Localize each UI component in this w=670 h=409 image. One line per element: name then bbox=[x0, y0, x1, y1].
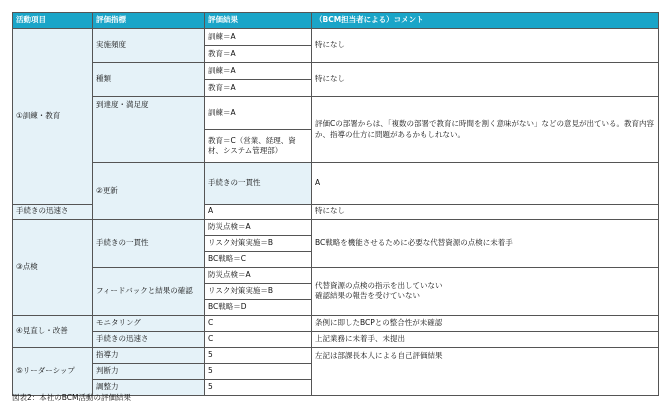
header-indicator: 評価指標 bbox=[93, 13, 205, 29]
evaluation-table bbox=[12, 12, 659, 396]
indicator-judgment: 判断力 bbox=[93, 363, 205, 379]
header-row bbox=[13, 13, 659, 29]
indicator-frequency: 実施頻度 bbox=[93, 29, 205, 63]
indicator-type: 種類 bbox=[93, 63, 205, 97]
result-cell: C bbox=[205, 315, 312, 331]
header-comment: （BCM担当者による）コメント bbox=[312, 13, 659, 29]
indicator-feedback: フィードバックと結果の確認 bbox=[93, 267, 205, 315]
result-cell: 5 bbox=[205, 347, 312, 363]
comment-cell: 特になし bbox=[312, 204, 659, 219]
result-cell: 訓練＝A bbox=[205, 29, 312, 46]
table-row bbox=[13, 97, 659, 130]
table-row bbox=[13, 331, 659, 347]
indicator-coordination: 調整力 bbox=[93, 379, 205, 395]
result-cell: 防災点検＝A bbox=[205, 219, 312, 235]
comment-cell bbox=[312, 267, 659, 315]
result-cell: 教育＝A bbox=[205, 46, 312, 63]
comment-cell: 条例に即したBCPとの整合性が未確認 bbox=[312, 315, 659, 331]
result-cell: 5 bbox=[205, 363, 312, 379]
indicator-speed: 手続きの迅速さ bbox=[13, 204, 93, 219]
header-activity: 活動項目 bbox=[13, 13, 93, 29]
result-cell: BC戦略＝C bbox=[205, 251, 312, 267]
result-cell: A bbox=[205, 204, 312, 219]
indicator-consistency: 手続きの一貫性 bbox=[93, 219, 205, 267]
comment-cell: 評価Cの部署からは、「複数の部署で教育に時間を割く意味がない」などの意見が出ている。教育内容か、指導の仕方に問題があるかもしれない。 bbox=[312, 97, 659, 163]
result-cell: 教育＝A bbox=[205, 80, 312, 97]
category-inspection: ③点検 bbox=[13, 219, 93, 315]
comment-cell: 上記業務に未着手、未提出 bbox=[312, 331, 659, 347]
comment-line: 確認結果の報告を受けていない bbox=[315, 291, 420, 300]
header-result: 評価結果 bbox=[205, 13, 312, 29]
comment-cell: BC戦略を機能させるために必要な代替資源の点検に未着手 bbox=[312, 219, 659, 267]
indicator-understanding: 到達度・満足度 bbox=[93, 97, 205, 163]
comment-line: 代替資源の点検の指示を出していない bbox=[315, 280, 443, 290]
table-row bbox=[13, 163, 659, 205]
indicator-guidance: 指導力 bbox=[93, 347, 205, 363]
indicator-speed: 手続きの迅速さ bbox=[93, 331, 205, 347]
table-row bbox=[13, 315, 659, 331]
table-row bbox=[13, 219, 659, 235]
result-cell: 5 bbox=[205, 379, 312, 395]
table-row bbox=[13, 29, 659, 46]
category-leadership: ⑤リーダーシップ bbox=[13, 347, 93, 395]
table-row bbox=[13, 347, 659, 363]
result-cell: 防災点検＝A bbox=[205, 267, 312, 283]
result-cell: リスク対策実施＝B bbox=[205, 235, 312, 251]
category-training: ①訓練・教育 bbox=[13, 29, 93, 205]
result-cell: A bbox=[312, 163, 659, 205]
table-row bbox=[13, 267, 659, 283]
result-cell: リスク対策実施＝B bbox=[205, 283, 312, 299]
category-update: ②更新 bbox=[93, 163, 205, 220]
indicator-consistency: 手続きの一貫性 bbox=[205, 163, 312, 205]
comment-cell: 左記は部課長本人による自己評価結果 bbox=[312, 347, 659, 395]
result-cell: C bbox=[205, 331, 312, 347]
table-row bbox=[13, 63, 659, 80]
result-cell: 訓練＝A bbox=[205, 63, 312, 80]
comment-cell: 特になし bbox=[312, 63, 659, 97]
comment-cell: 特になし bbox=[312, 29, 659, 63]
indicator-monitoring: モニタリング bbox=[93, 315, 205, 331]
figure-caption: 図表2：本社のBCM活動の評価結果 bbox=[12, 393, 131, 402]
category-review: ④見直し・改善 bbox=[13, 315, 93, 347]
result-cell: BC戦略＝D bbox=[205, 299, 312, 315]
result-cell: 教育＝C（営業、経理、資材、システム管理部） bbox=[205, 130, 312, 163]
result-cell: 訓練＝A bbox=[205, 97, 312, 130]
